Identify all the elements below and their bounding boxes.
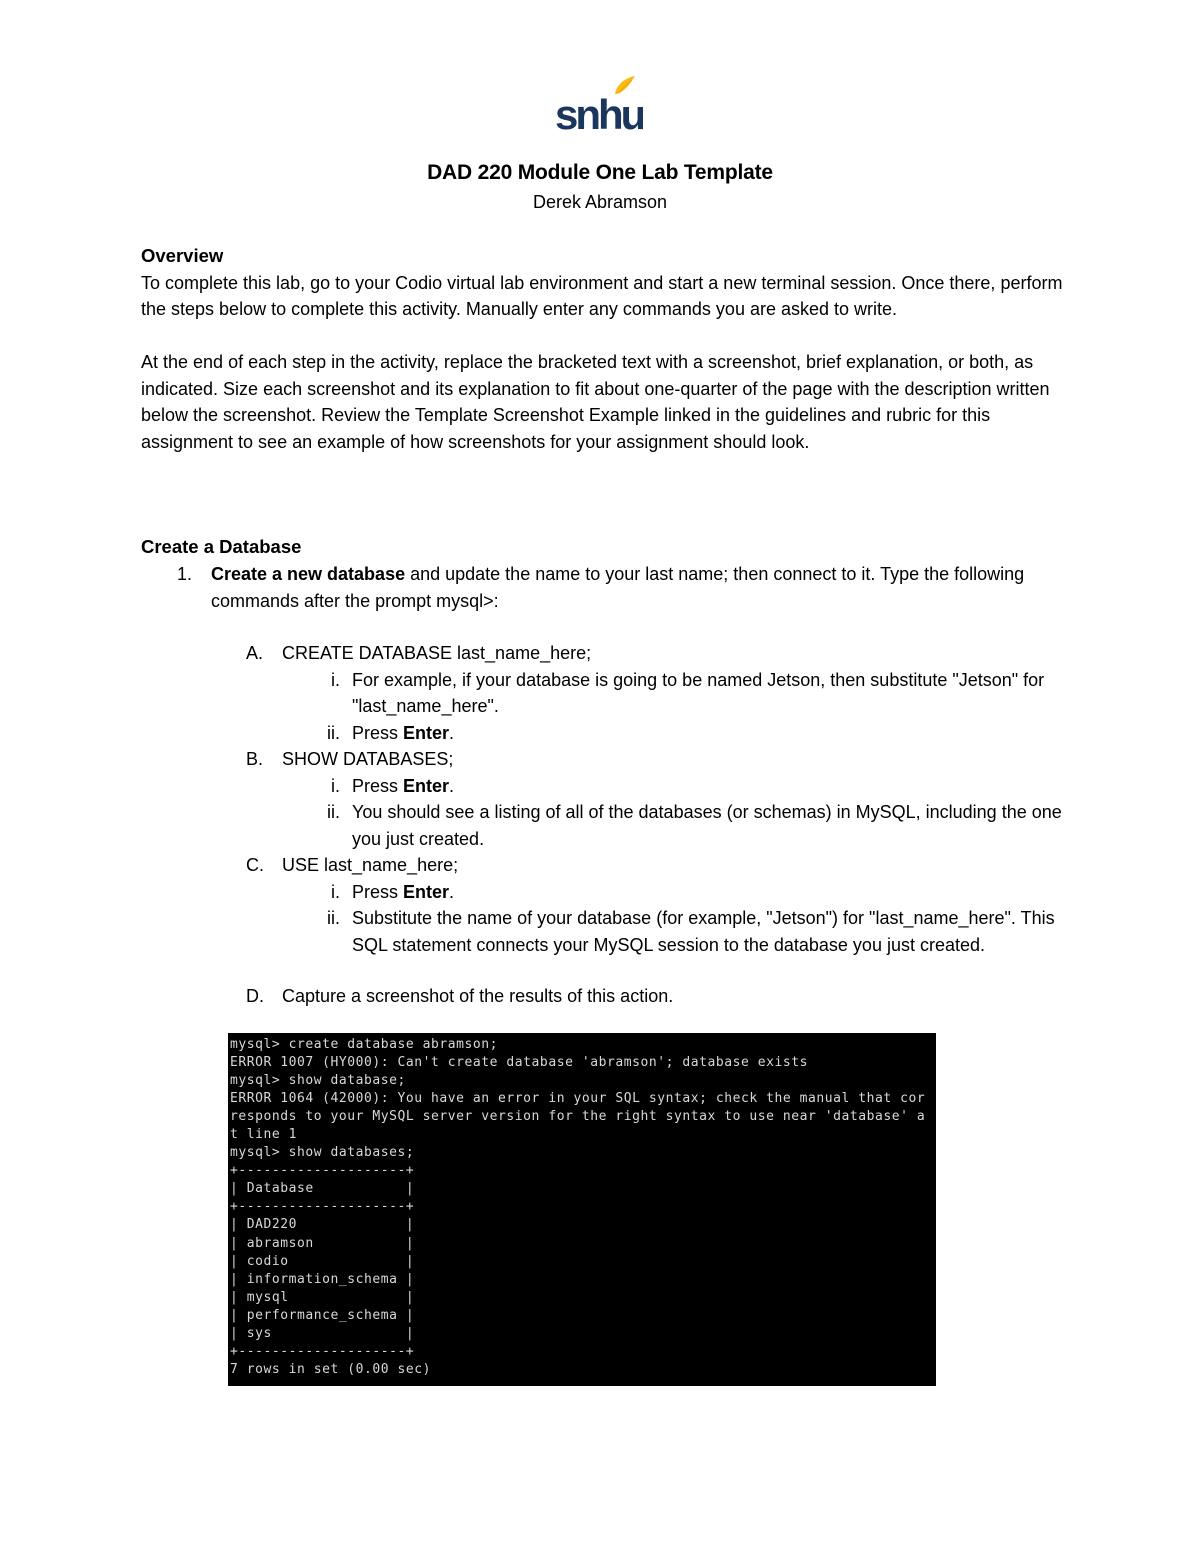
snhu-logo xyxy=(553,72,643,134)
terminal-line: ERROR 1064 (42000): You have an error in your SQL syntax; check the manual that cor xyxy=(230,1091,926,1107)
list-item-c: C. USE last_name_here; i. Press Enter. ii. Substitute the name of your database (for example, "Jetson") for "last_name_here". This SQL statement connects your MySQL session to the database you just created. xyxy=(246,852,1066,958)
terminal-line: | Database | xyxy=(230,1181,415,1197)
terminal-line: t line 1 xyxy=(230,1127,298,1143)
step-text: Create a new database and update the name to your last name; then connect to it. Type the following commands after the prompt mysql>: xyxy=(211,564,1025,611)
svg-text:snhu: snhu xyxy=(555,91,643,134)
terminal-line: ERROR 1007 (HY000): Can't create database 'abramson'; database exists xyxy=(230,1055,808,1071)
list-subitem: ii. Substitute the name of your database (for example, "Jetson") for "last_name_here". This SQL statement connects your MySQL session to the database you just created. xyxy=(327,908,1055,955)
step-1 xyxy=(141,561,1066,614)
terminal-line: | abramson | xyxy=(230,1235,415,1251)
document-title: DAD 220 Module One Lab Template xyxy=(427,161,773,184)
terminal-line: | mysql | xyxy=(230,1289,415,1305)
terminal-line: 7 rows in set (0.00 sec) xyxy=(230,1361,432,1377)
terminal-line: mysql> create database abramson; xyxy=(230,1037,499,1052)
terminal-line: +--------------------+ xyxy=(230,1343,415,1359)
terminal-line: mysql> show databases; xyxy=(230,1145,415,1161)
step-bold-text: Create a new database xyxy=(211,564,406,584)
list-subitem: ii. Press Enter. xyxy=(327,722,455,743)
terminal-line: +--------------------+ xyxy=(230,1163,415,1179)
overview-heading: Overview xyxy=(141,245,224,266)
list-item-d: D. Capture a screenshot of the results of this action. xyxy=(246,986,674,1006)
list-subitem: i. For example, if your database is going to be named Jetson, then substitute "Jetson" for "last_name_here". xyxy=(331,669,1045,716)
list-subitem: i. Press Enter. xyxy=(331,881,455,902)
list-item-a: A. CREATE DATABASE last_name_here; i. For example, if your database is going to be named Jetson, then substitute "Jetson" for "last_name_here". ii. Press Enter. xyxy=(246,640,1066,746)
terminal-line: | sys | xyxy=(230,1325,415,1341)
overview-section xyxy=(141,243,1066,455)
terminal-line: | codio | xyxy=(230,1253,415,1269)
terminal-line: responds to your MySQL server version for the right syntax to use near 'database' a xyxy=(230,1109,926,1125)
author-name: Derek Abramson xyxy=(532,192,668,212)
terminal-line: | information_schema | xyxy=(230,1271,415,1287)
terminal-line: | DAD220 | xyxy=(230,1217,415,1233)
terminal-line: | performance_schema | xyxy=(230,1307,415,1323)
list-item-b: B. SHOW DATABASES; i. Press Enter. ii. You should see a listing of all of the databases (or schemas) in MySQL, including the one you just created. xyxy=(246,746,1066,852)
overview-paragraph-1: To complete this lab, go to your Codio virtual lab environment and start a new terminal session. Once there, perform the steps below to complete this activity. Manually enter any commands you are asked to write. xyxy=(141,272,1063,319)
terminal-screenshot xyxy=(228,1033,936,1386)
step-number: 1. xyxy=(177,564,193,584)
overview-paragraph-2: At the end of each step in the activity, replace the bracketed text with a screenshot, brief explanation, or both, as indicated. Size each screenshot and its explanation to fit about one-quarter of the page with the description written below the screenshot. Review the Template Screenshot Example linked in the guidelines and rubric for this assignment to see an example of how screenshots for your assignment should look. xyxy=(141,352,1050,452)
list-subitem: i. Press Enter. xyxy=(331,775,455,796)
list-subitem: ii. You should see a listing of all of the databases (or schemas) in MySQL, including the one you just created. xyxy=(327,802,1062,849)
section-heading: Create a Database xyxy=(141,536,302,557)
snhu-logo-mark xyxy=(553,72,643,134)
terminal-line: +--------------------+ xyxy=(230,1199,415,1215)
terminal-line: mysql> show database; xyxy=(230,1073,406,1089)
